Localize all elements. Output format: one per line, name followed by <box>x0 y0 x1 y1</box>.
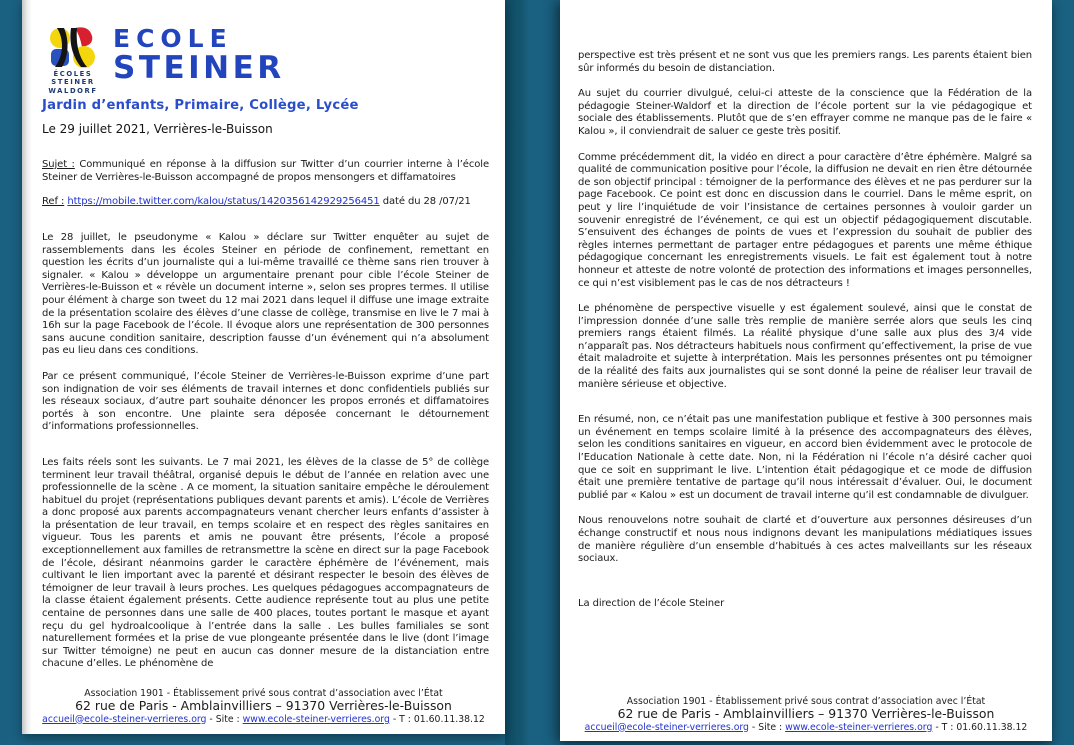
paragraph: Par ce présent communiqué, l’école Steiner de Verrières-le-Buisson exprime d’une part son indignation de voir ses éléments de travail internes et donc confidentiels publiés sur les réseaux sociaux, d’autre part souhaite dénoncer les propos erronés et diffamatoires portés à son encontre. Une plainte sera déposée concernant le détournement d’informations professionnelles. <box>42 370 489 433</box>
page-1 <box>22 0 505 734</box>
footer-address-line: 62 rue de Paris - Amblainvilliers – 91370 Verrières-le-Buisson <box>617 706 995 721</box>
paragraph: Le 28 juillet, le pseudonyme « Kalou » déclare sur Twitter enquêter au sujet de rassemblements dans les écoles Steiner en période de confinement, remettant en question les écrits d’un journaliste qui a lui-même travaillé ce thème sans rien trouver à signaler. « Kalou » développe un argumentaire prenant pour cible l’école Steiner de Verrières-le-Buisson et « révèle un document interne », selon ses propres termes. Il utilise pour élément à charge son tweet du 12 mai 2021 dans lequel il diffuse une image extraite de la présentation scolaire des élèves d’une classe de collège, transmise en live le 7 mai à 16h sur la page Facebook de l’école. Il évoque alors une représentation de 300 personnes sans aucune condition sanitaire, description fausse d’un événement qui n’a absolument pas eu lieu dans ces conditions. <box>42 232 489 357</box>
page-footer <box>560 696 1052 734</box>
footer-site-link[interactable]: www.ecole-steiner-verrieres.org <box>785 721 933 733</box>
paragraph: Au sujet du courrier divulgué, celui-ci atteste de la conscience que la Fédération de la pédagogie Steiner-Waldorf et la direction de l’école portent sur la vie pédagogique et sociale des établissements. Plutôt que de s’en effrayer comme ne manque pas de le faire « Kalou », il conviendrait de saluer ce geste très positif. <box>578 88 1032 137</box>
paragraph: En résumé, non, ce n’était pas une manifestation publique et festive à 300 personnes mais un événement en temps scolaire limité à la présence des accompagnateurs des élèves, selon les conditions sanitaires en vigueur, en accord bien évidemment avec le protocole de l’Education Nationale à cette date. Non, ni la Fédération ni l’école n’a désiré cacher quoi que ce soit en supprimant le live. L’intention était pédagogique et ce mode de diffusion était une première tentative de partage qu’il nous intéressait d’évaluer. Oui, le document publié par « Kalou » est un document de travail interne qu’il est condamnable de divulguer. <box>578 414 1032 501</box>
letterhead <box>42 26 489 95</box>
subject-text: Communiqué en réponse à la diffusion sur Twitter d’un courrier interne à l’école Steiner de Verrières-le-Buisson accompagné de propos mensongers et diffamatoires <box>42 159 490 183</box>
footer-association-line: Association 1901 - Établissement privé sous contrat d’association avec l’État <box>626 695 986 707</box>
subject-label: Sujet : <box>42 159 75 171</box>
page-footer <box>22 688 505 726</box>
org-caption-line: STEINER <box>51 78 95 87</box>
paragraph: Nous renouvelons notre souhait de clarté et d’ouverture aux personnes désireuses d’un échange constructif et nous nous indignons devant les manipulations médiatiques issues de manière régulière d’un ensemble d’habitués à ces actes malveillants sur les réseaux sociaux. <box>578 515 1032 565</box>
school-name-line2: STEINER <box>113 50 285 86</box>
page-gap-shadow <box>505 0 529 745</box>
footer-association-line: Association 1901 - Établissement privé sous contrat d’association avec l’État <box>84 687 443 699</box>
footer-contact-line: accueil@ecole-steiner-verrieres.org - Site : www.ecole-steiner-verrieres.org - T : 01.60.11.38.12 <box>42 713 485 725</box>
paragraph: perspective est très présent et ne sont vus que les premiers rangs. Les parents étaient bien sûr informés du besoin de distanciation. <box>578 50 1032 74</box>
page-2 <box>560 0 1052 741</box>
paragraph: Comme précédemment dit, la vidéo en direct a pour caractère d’être éphémère. Malgré sa qualité de communication positive pour l’école, la diffusion ne devait en rien être détournée de son objectif principal : témoigner de la performance des élèves et ne pas perdurer sur la page Facebook. Ce point est donc en discussion dans le courriel. Dans le même esprit, on peut y lire l’inquiétude de voir l’insistance de certaines personnes à vouloir garder un souvenir enregistré de l’événement, ce qui est un objectif pédagogiquement discutable. S’ensuivent des échanges de points de vues et l’expression du souhait de publier des règles internes permettant de partager entre pédagogues et parents une même éthique pédagogique concernant les enregistrements visuels. Le fait est également tout à notre honneur et atteste de notre volonté de protection des informations et images personnelles, ce qui n’est visiblement pas le cas de nos détracteurs ! <box>578 151 1032 289</box>
footer-address-line: 62 rue de Paris - Amblainvilliers – 91370 Verrières-le-Buisson <box>75 698 452 713</box>
footer-site-link[interactable]: www.ecole-steiner-verrieres.org <box>242 713 390 725</box>
subject-line <box>42 159 489 184</box>
reference-line <box>42 196 489 209</box>
twitter-status-link[interactable]: https://mobile.twitter.com/kalou/status/1420356142929256451 <box>67 196 380 208</box>
footer-email-link[interactable]: accueil@ecole-steiner-verrieres.org <box>42 713 207 725</box>
signature-line: La direction de l’école Steiner <box>578 597 725 609</box>
steiner-waldorf-logo-icon <box>49 26 97 68</box>
ref-label: Ref : <box>42 196 65 208</box>
footer-email-link[interactable]: accueil@ecole-steiner-verrieres.org <box>584 721 749 733</box>
dateline: Le 29 juillet 2021, Verrières-le-Buisson <box>42 122 273 137</box>
school-name-line1: ECOLE <box>113 24 233 53</box>
school-tagline: Jardin d’enfants, Primaire, Collège, Lycée <box>42 98 359 114</box>
org-caption-line: WALDORF <box>48 86 98 95</box>
org-caption-line: ÉCOLES <box>53 70 93 78</box>
footer-contact-line: accueil@ecole-steiner-verrieres.org - Site : www.ecole-steiner-verrieres.org - T : 01.60.11.38.12 <box>584 721 1028 733</box>
ref-date-suffix: daté du 28 /07/21 <box>379 196 471 208</box>
paragraph: Les faits réels sont les suivants. Le 7 mai 2021, les élèves de la classe de 5° de collège terminent leur travail théâtral, organisé depuis le début de l’année en relation avec une professionnelle de la scène . A ce moment, la situation sanitaire empêche le déroulement habituel du projet (représentations publiques devant parents et amis). L’école de Verrières a donc proposé aux parents accompagnateurs venant chercher leurs enfants d’assister à la présentation de leur travail, en temps scolaire et en respect des règles sanitaires en vigueur. Tous les parents et amis ne pouvant être présents, l’école a proposé exceptionnellement aux familles de retransmettre la scène en direct sur la page Facebook de l’école, désirant néanmoins garder le caractère éphémère de l’événement, mais cultivant le lien important avec la parenté et désirant respecter le besoin des élèves de témoigner de leur travail à leurs proches. Les quelques pédagogues accompagnateurs de la classe étaient également présents. Cette audience représente tout au plus une petite centaine de personnes dans une salle de 400 places, toutes portant le masque et ayant reçu du gel hydroalcoolique à l’entrée dans la salle . Les bulles familiales se sont naturellement formées et la prise de vue plongeante présentée dans le live (dont l’image sur Twitter témoigne) ne peut en aucun cas donner mesure de la distanciation entre chacune d’elles. Le phénomène de <box>42 456 489 670</box>
paragraph: Le phénomène de perspective visuelle y est également soulevé, ainsi que le constat de l’impression donnée d’une salle très remplie de manière serrée alors que seuls les cinq premiers rangs étaient filmés. La réalité physique d’une salle aux plus des 3/4 vide n’apparaît pas. Nos détracteurs habituels nous confirment qu’effectivement, la prise de vue était maladroite et sujette à interprétation. Mais les personnes présentes ont pu témoigner de la réalité des faits aux journalistes qui se sont donné la peine de réaliser leur travail de manière sérieuse et objective. <box>578 303 1032 390</box>
